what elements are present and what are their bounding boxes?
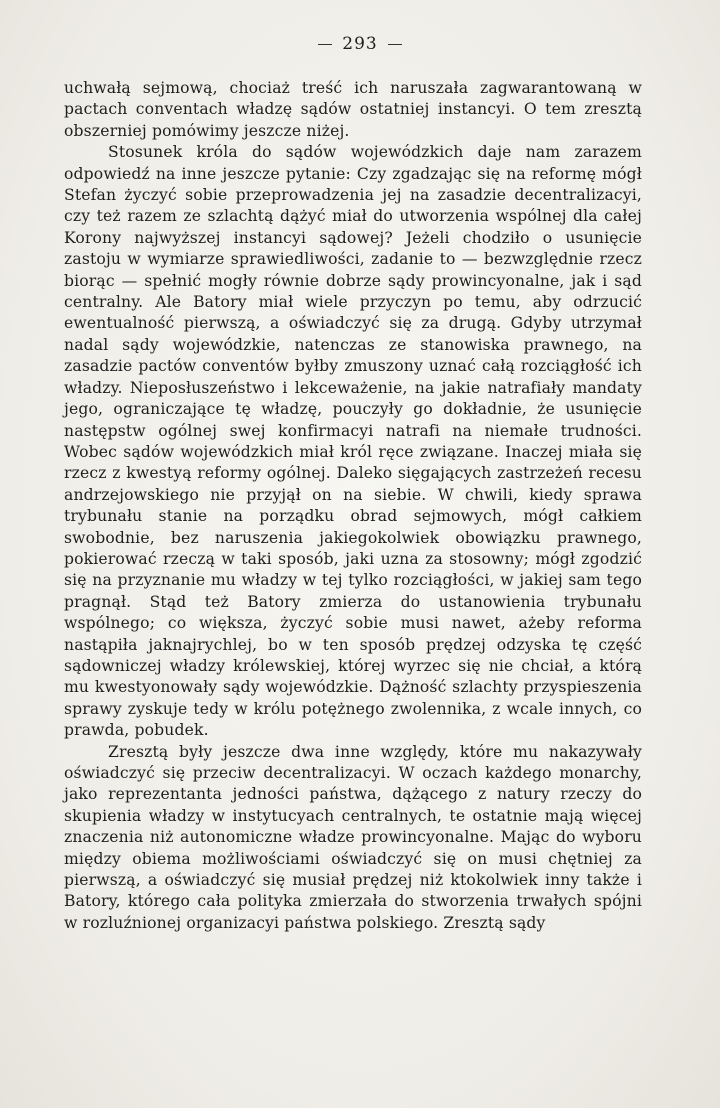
paragraph-continuation: uchwałą sejmową, chociaż treść ich naruszała zagwarantowaną w pactach conventach władzę sądów ostatniej instancyi. O tem zresztą obszerniej pomówimy jeszcze niżej. (64, 79, 642, 140)
page-number-text: 293 (342, 34, 378, 54)
page-number (0, 34, 720, 54)
body-text (64, 78, 642, 934)
paragraph: Zresztą były jeszcze dwa inne względy, które mu nakazywały oświadczyć się przeciw decentralizacyi. W oczach każdego monarchy, jako reprezentanta jedności państwa, dążącego z natury rzeczy do skupienia władzy w instytucyach centralnych, te ostatnie mają więcej znaczenia niż autonomiczne władze prowincyonalne. Mając do wyboru między obiema możliwościami oświadczyć się on musi chętniej za pierwszą, a oświadczyć się musiał prędzej niż ktokolwiek inny także i Batory, którego cała polityka zmierzała do stworzenia trwałych spójni w rozluźnionej organizacyi państwa polskiego. Zresztą sądy (64, 742, 642, 932)
paragraph: Stosunek króla do sądów wojewódzkich daje nam zarazem odpowiedź na inne jeszcze pytanie: Czy zgadzając się na reformę mógł Stefan życzyć sobie przeprowadzenia jej na zasadzie decentralizacyi, czy też razem ze szlachtą dążyć miał do utworzenia wspólnej dla całej Korony najwyższej instancyi sądowej? Jeżeli chodziło o usunięcie zastoju w wymiarze sprawiedliwości, zadanie to — bezwzględnie rzecz biorąc — spełnić mogły równie dobrze sądy prowincyonalne, jak i sąd centralny. Ale Batory miał wiele przyczyn po temu, aby odrzucić ewentualność pierwszą, a oświadczyć się za drugą. Gdyby utrzymał nadal sądy wojewódzkie, natenczas ze stanowiska prawnego, na zasadzie pactów conventów byłby zmuszony uznać całą rozciągłość ich władzy. Nieposłuszeństwo i lekceważenie, na jakie natrafiały mandaty jego, ograniczające tę władzę, pouczyły go dokładnie, że usunięcie następstw ogólnej swej konfirmacyi natrafi na niemałe trudności. Wobec sądów wojewódzkich miał król ręce związane. Inaczej miała się rzecz z kwestyą reformy ogólnej. Daleko sięgających zastrzeżeń recesu andrzejowskiego nie przyjął on na siebie. W chwili, kiedy sprawa trybunału stanie na porządku obrad sejmowych, mógł całkiem swobodnie, bez naruszenia jakiegokolwiek obowiązku prawnego, pokierować rzeczą w taki sposób, jaki uzna za stosowny; mógł zgodzić się na przyznanie mu władzy w tej tylko rozciągłości, w jakiej sam tego pragnął. Stąd też Batory zmierza do ustanowienia trybunału wspólnego; co większa, życzyć sobie musi nawet, ażeby reforma nastąpiła jaknajrychlej, bo w ten sposób prędzej odzyska tę część sądowniczej władzy królewskiej, której wyrzec się nie chciał, a którą mu kwestyonowały sądy wojewódzkie. Dążność szlachty przyspieszenia sprawy zyskuje tedy w królu potężnego zwolennika, z wcale innych, co prawda, pobudek. (64, 143, 642, 740)
left-dash (318, 44, 332, 45)
right-dash (388, 44, 402, 45)
